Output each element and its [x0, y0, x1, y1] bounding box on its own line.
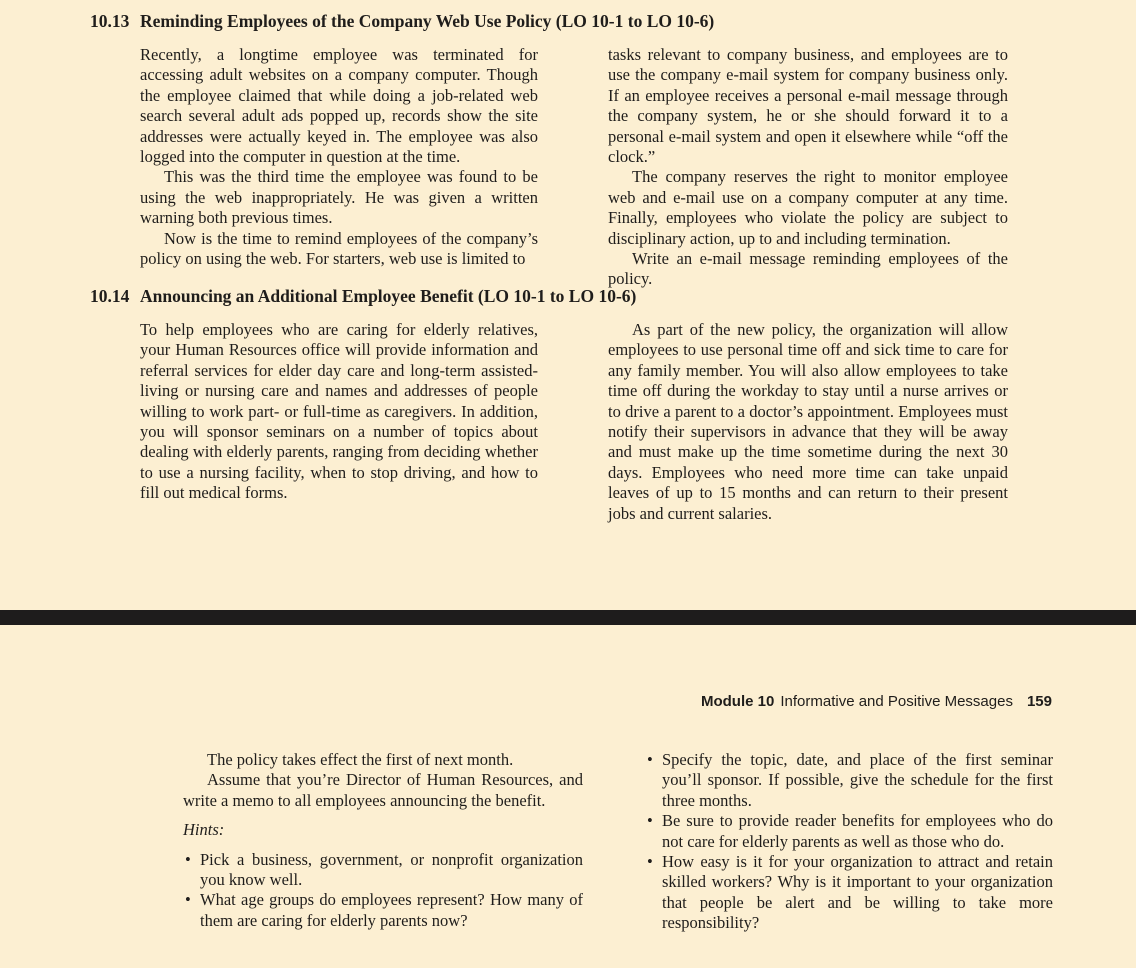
exercise-10-14-heading: [90, 286, 636, 307]
paragraph: Now is the time to remind employees of the company’s policy on using the web. For starters, web use is limited to: [140, 228, 538, 269]
list-item: • Be sure to provide reader benefits for employees who do not care for elderly parents as well as those who do.: [645, 811, 1053, 852]
page-2-left-column: [183, 750, 583, 931]
exercise-10-13-heading: [90, 11, 714, 32]
list-item: • How easy is it for your organization to attract and retain skilled workers? Why is it important to your organization that people be alert and be willing to take more responsibility?: [645, 852, 1053, 934]
paragraph: Recently, a longtime employee was terminated for accessing adult websites on a company computer. Though the employee claimed that while doing a job-related web search several adult ads popped up, records show the site addresses were actually keyed in. The employee was also logged into the computer in question at the time.: [140, 45, 538, 167]
paragraph: tasks relevant to company business, and employees are to use the company e-mail system for company business only. If an employee receives a personal e-mail message through the company system, he or she should forward it to a personal e-mail system and open it elsewhere while “off the clock.”: [608, 45, 1008, 167]
page-divider-band: [0, 610, 1136, 625]
exercise-10-14-left-column: [140, 320, 538, 504]
exercise-10-14-right-column: [608, 320, 1008, 524]
module-title: Informative and Positive Messages: [780, 693, 1013, 710]
exercise-title: Reminding Employees of the Company Web Use Policy (LO 10-1 to LO 10-6): [140, 11, 715, 31]
module-label: Module 10: [700, 693, 775, 710]
paragraph: As part of the new policy, the organization will allow employees to use personal time off and sick time to care for any family member. You will also allow employees to take time off during the workday to stay until a nurse arrives or to drive a parent to a doctor’s appointment. Employees must notify their supervisors in advance that they will be away and must make up the time sometime during the next 30 days. Employees who need more time can take unpaid leaves of up to 15 months and can return to their present jobs and current salaries.: [608, 320, 1008, 523]
paragraph: This was the third time the employee was found to be using the web inappropriately. He was given a written warning both previous times.: [140, 167, 538, 228]
paragraph: To help employees who are caring for elderly relatives, your Human Resources office will provide information and referral services for elder day care and long-term assisted-living or nursing care and names and addresses of people willing to work part- or full-time as caregivers. In addition, you will sponsor seminars on a number of topics about dealing with elderly parents, ranging from deciding whether to use a nursing facility, when to stop driving, and how to fill out medical forms.: [140, 320, 538, 503]
page-2-right-column: [645, 750, 1053, 934]
paragraph: The policy takes effect the first of next month.: [207, 750, 514, 769]
exercise-number: 10.14: [90, 286, 130, 306]
list-item: • What age groups do employees represent? How many of them are caring for elderly parents now?: [183, 890, 583, 931]
exercise-10-13-left-column: [140, 45, 538, 269]
paragraph: Assume that you’re Director of Human Resources, and write a memo to all employees announcing the benefit.: [183, 770, 583, 810]
list-item: • Pick a business, government, or nonprofit organization you know well.: [183, 850, 583, 891]
paragraph: The company reserves the right to monitor employee web and e-mail use on a company computer at any time. Finally, employees who violate the policy are subject to disciplinary action, up to and including termination.: [608, 167, 1008, 248]
running-head: [600, 693, 1052, 710]
exercise-number: 10.13: [90, 11, 130, 31]
exercise-10-13-right-column: [608, 45, 1008, 290]
exercise-title: Announcing an Additional Employee Benefit (LO 10-1 to LO 10-6): [140, 286, 637, 306]
hints-label: Hints:: [183, 820, 225, 840]
page-number: 159: [1026, 693, 1052, 710]
paragraph: Write an e-mail message reminding employees of the policy.: [608, 249, 1008, 289]
list-item: • Specify the topic, date, and place of the first seminar you’ll sponsor. If possible, give the schedule for the first three months.: [645, 750, 1053, 811]
